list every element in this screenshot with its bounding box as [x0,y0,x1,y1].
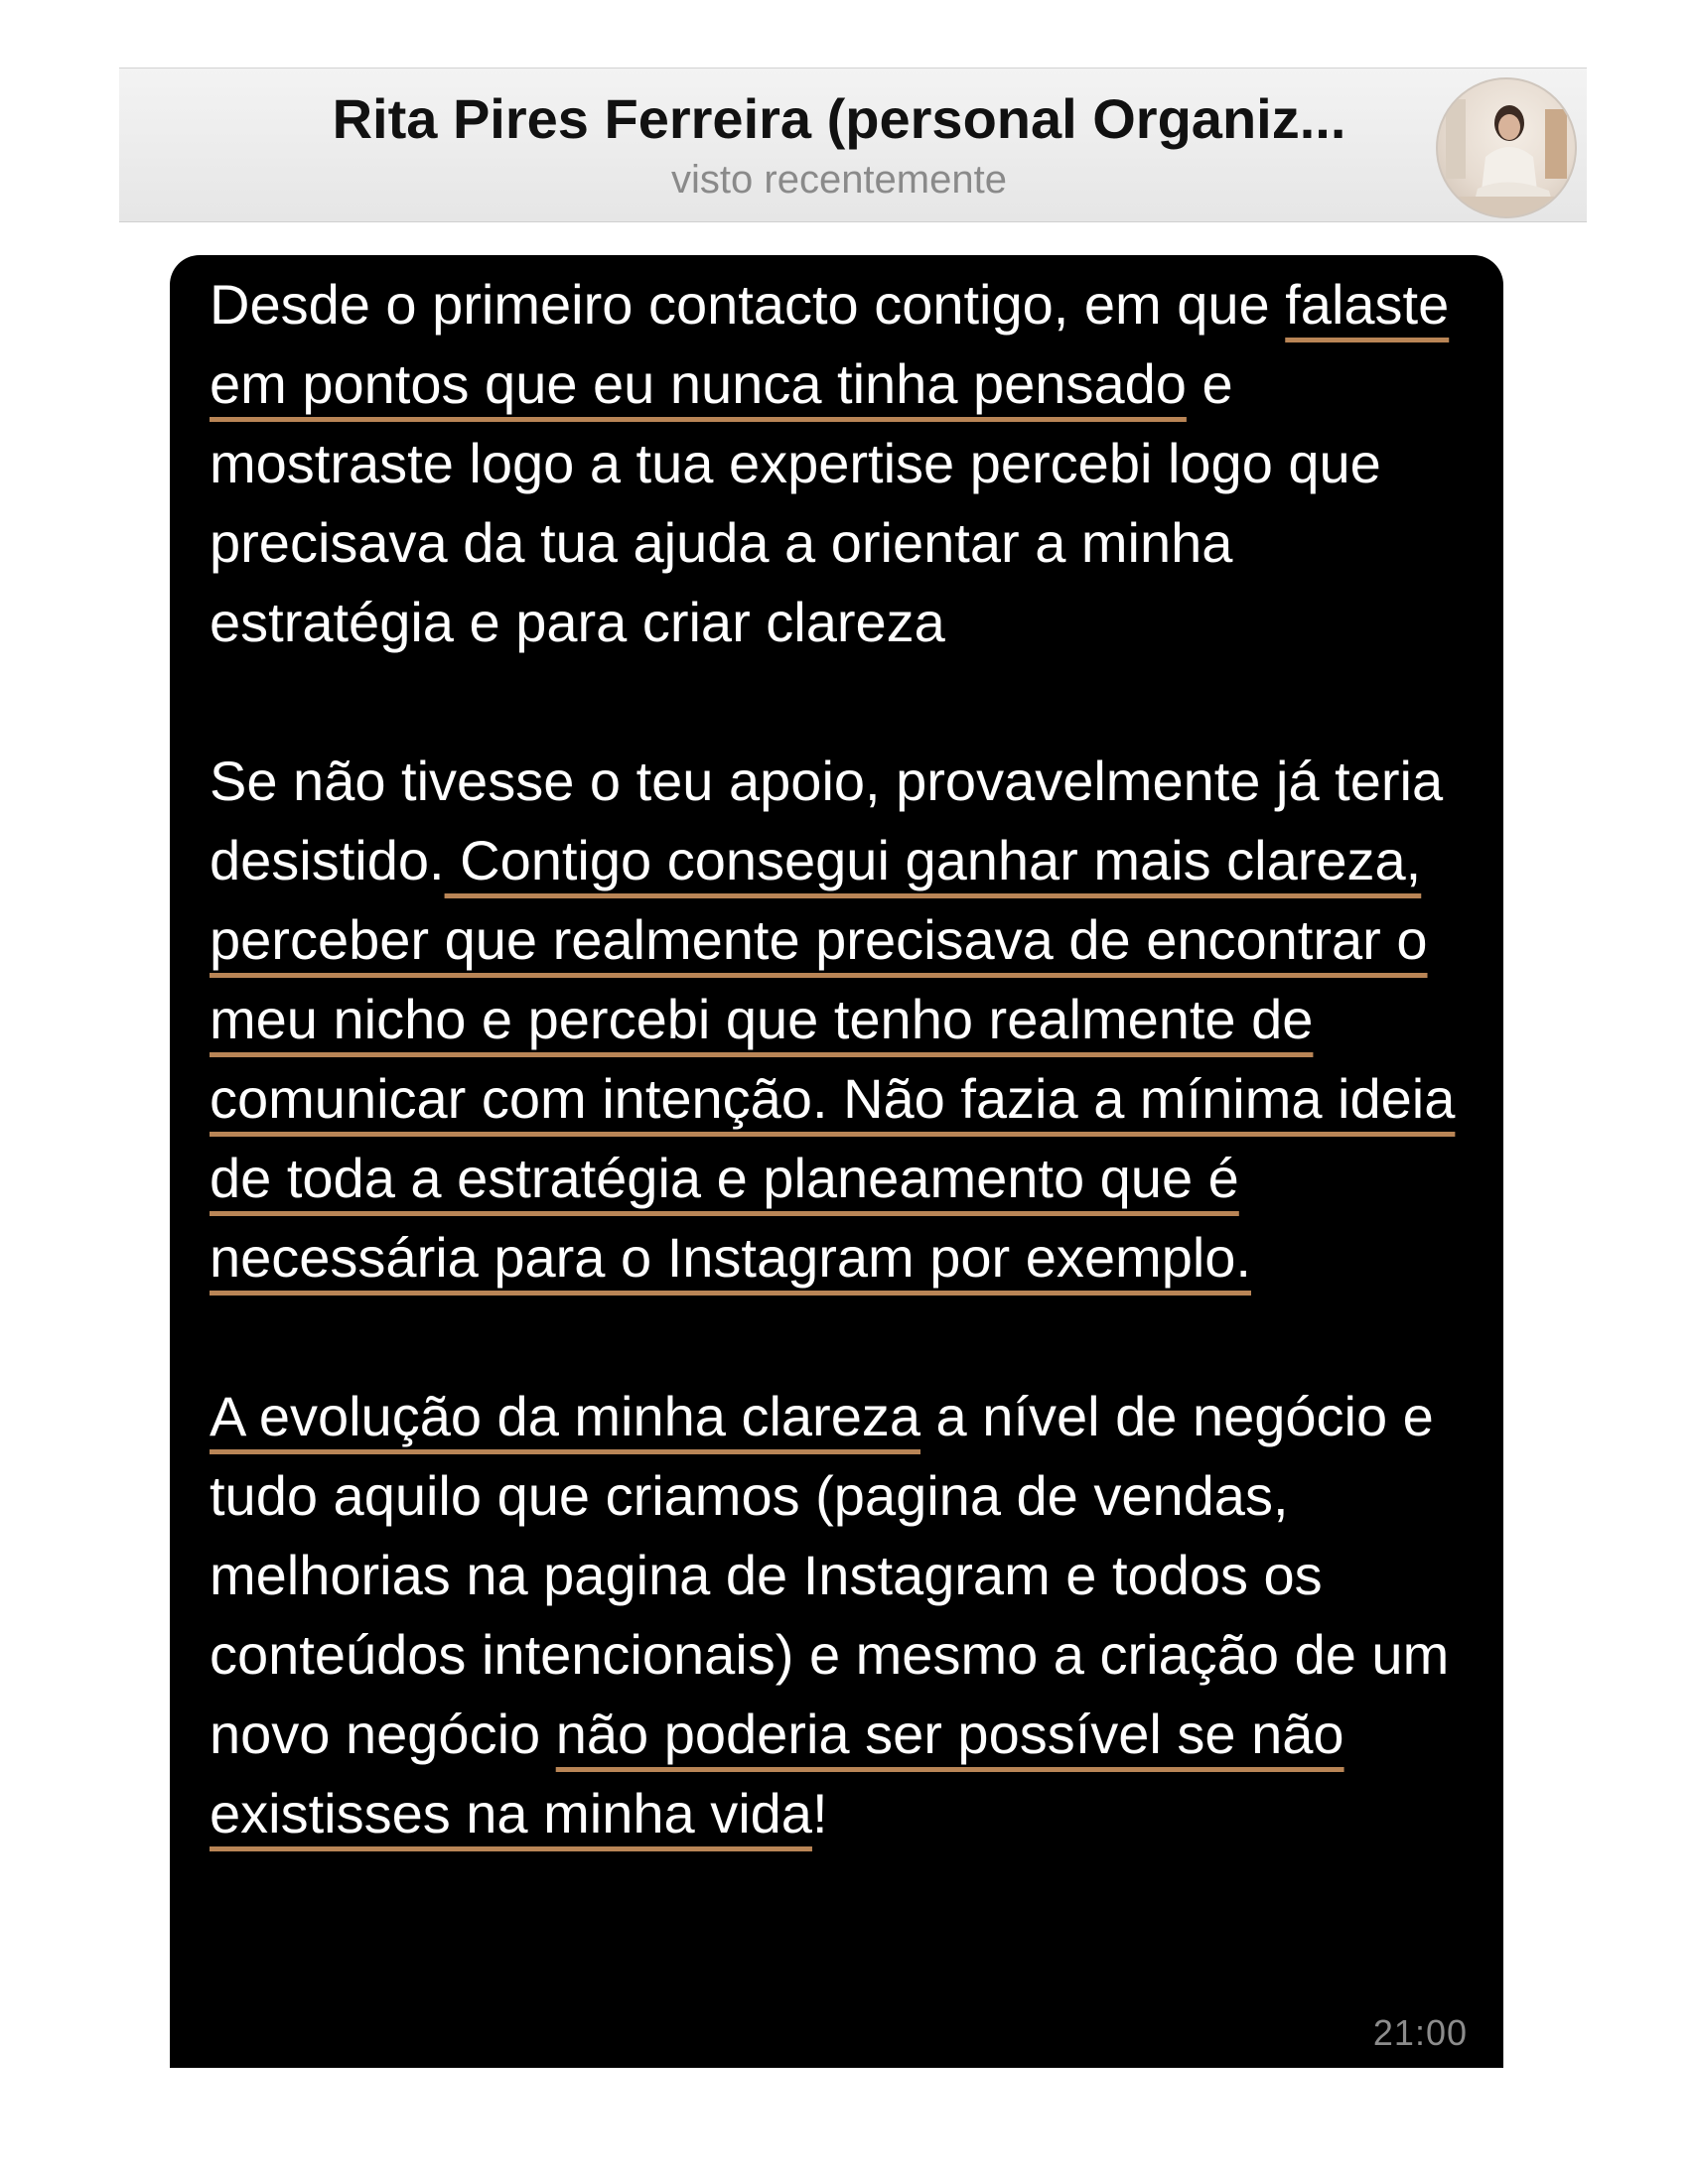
message-timestamp: 21:00 [1372,2012,1468,2053]
highlighted-text: falaste em pontos que eu nunca tinha pensado [210,273,1450,415]
message-paragraph-2 [210,742,1490,1297]
text-segment: ! [811,1782,828,1844]
message-paragraph-1 [210,265,1490,662]
contact-name[interactable]: Rita Pires Ferreira (personal Organiz... [332,87,1346,150]
message-text [210,265,1490,1853]
highlighted-text: A evolução da minha clareza [210,1385,920,1447]
contact-photo-icon [1438,79,1575,216]
contact-avatar[interactable] [1436,77,1577,218]
last-seen-status: visto recentemente [671,158,1007,202]
text-segment: a nível de negócio e tudo aquilo que criamos (pagina de vendas, melhorias na pagina de Instagram e todos os conteúdos intencionais) e mesmo a criação de um novo negócio [210,1385,1450,1765]
highlighted-text: não poderia ser possível se não existisses na minha vida [210,1703,1344,1844]
highlighted-text: Contigo consegui ganhar mais clareza, perceber que realmente precisava de encontrar o meu nicho e percebi que tenho realmente de comunicar com intenção. Não fazia a mínima ideia de toda a estratégia e planeamento que é necessária para o Instagram por exemplo. [210,829,1456,1289]
text-segment: e mostraste logo a tua expertise percebi logo que precisava da tua ajuda a orientar a minha estratégia e para criar clareza [210,352,1381,653]
message-paragraph-3 [210,1377,1490,1853]
chat-header [119,68,1587,222]
text-segment: Se não tivesse o teu apoio, provavelmente já teria desistido. [210,750,1444,891]
message-bubble[interactable] [170,255,1503,2068]
text-segment: Desde o primeiro contacto contigo, em que [210,273,1286,336]
